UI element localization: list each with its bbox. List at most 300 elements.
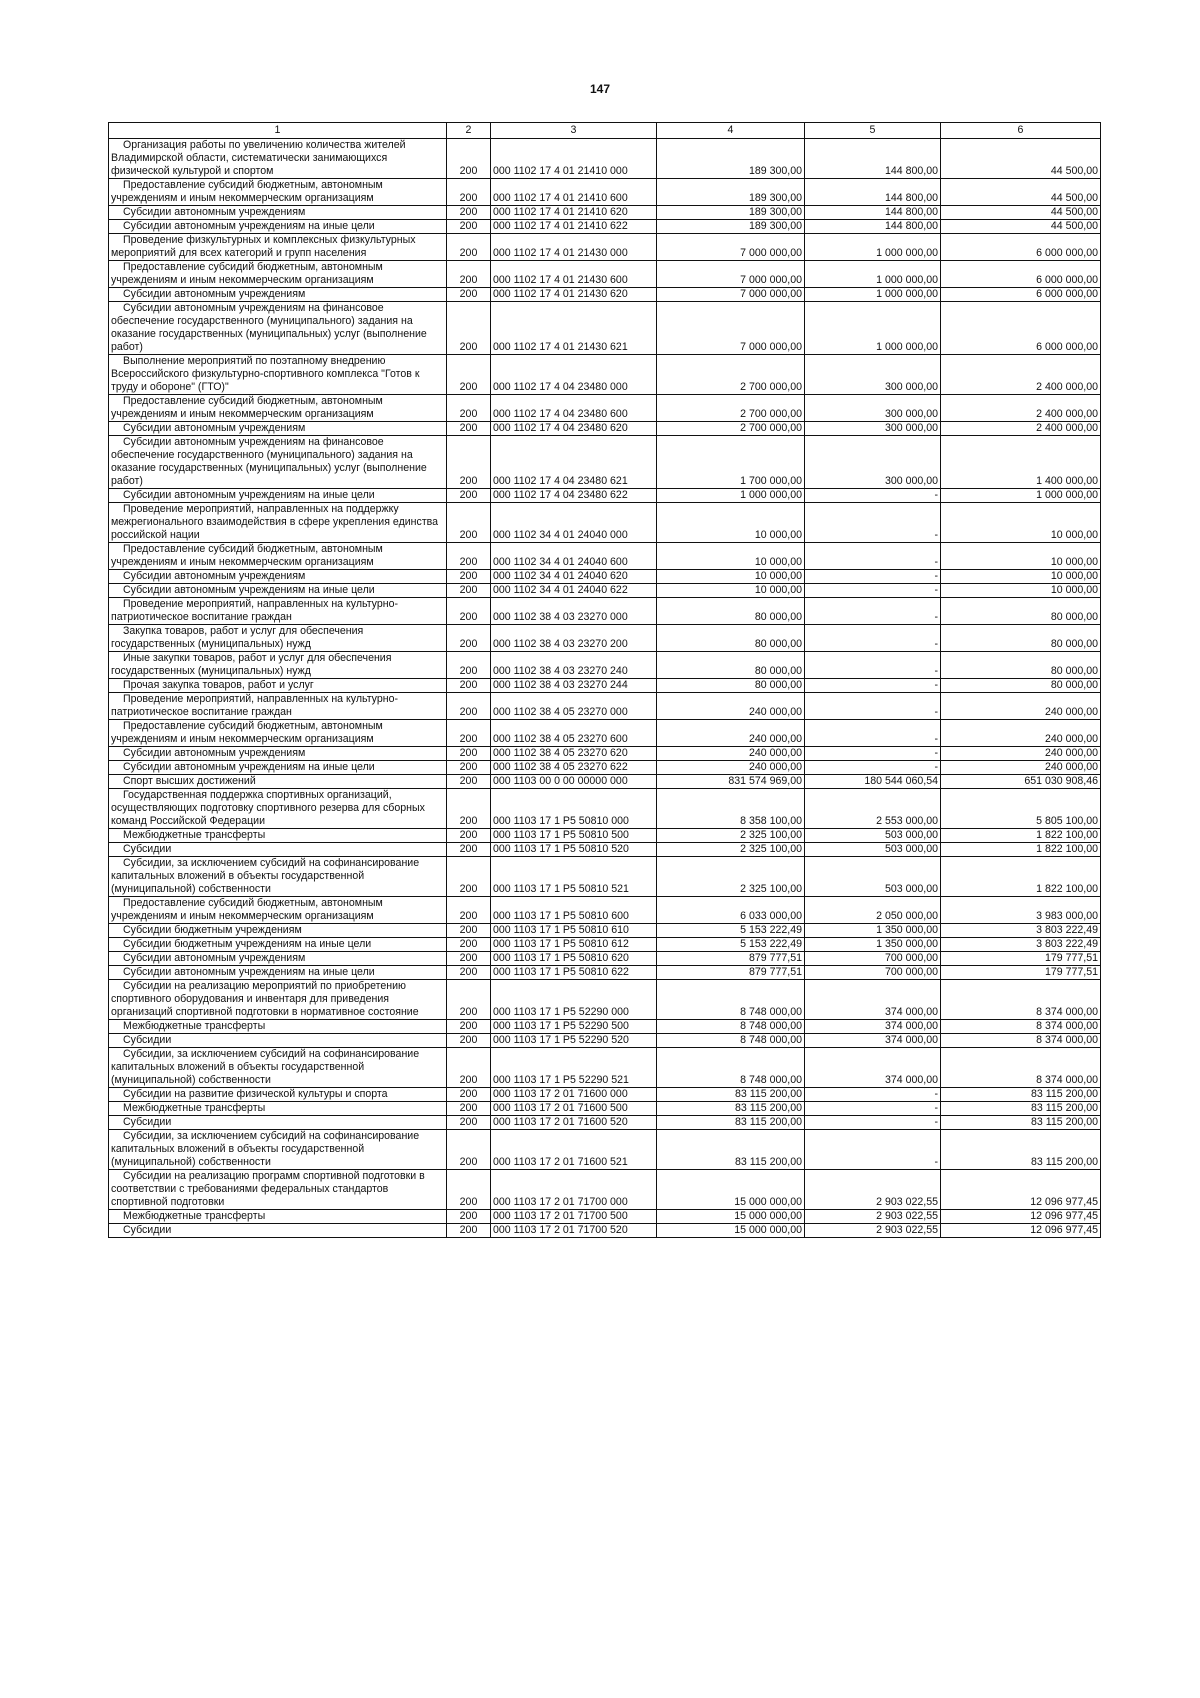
- row-name: Предоставление субсидий бюджетным, автономным учреждениям и иным некоммерческим организациям: [109, 179, 447, 206]
- row-budget-code: 000 1103 17 1 P5 50810 610: [491, 924, 657, 938]
- row-budget-code: 000 1102 34 4 01 24040 622: [491, 584, 657, 598]
- row-budget-code: 000 1103 17 1 P5 50810 600: [491, 897, 657, 924]
- row-code: 200: [447, 1130, 491, 1170]
- row-amount-total: 8 748 000,00: [657, 1020, 805, 1034]
- row-budget-code: 000 1102 34 4 01 24040 620: [491, 570, 657, 584]
- table-row: [109, 1102, 1101, 1116]
- row-amount-5: 1 000 000,00: [805, 261, 941, 288]
- row-amount-total: 8 748 000,00: [657, 1048, 805, 1088]
- row-name: Предоставление субсидий бюджетным, автономным учреждениям и иным некоммерческим организациям: [109, 395, 447, 422]
- row-code: 200: [447, 1088, 491, 1102]
- row-name: Субсидии автономным учреждениям на финансовое обеспечение государственного (муниципального) задания на оказание государственных (муниципальных) услуг (выполнение работ): [109, 436, 447, 489]
- row-amount-6: 3 803 222,49: [941, 924, 1101, 938]
- row-name: Субсидии на реализацию программ спортивной подготовки в соответствии с требованиями федеральных стандартов спортивной подготовки: [109, 1170, 447, 1210]
- row-budget-code: 000 1103 17 1 P5 50810 622: [491, 966, 657, 980]
- row-budget-code: 000 1102 38 4 03 23270 200: [491, 625, 657, 652]
- row-code: 200: [447, 302, 491, 355]
- row-amount-5: 1 350 000,00: [805, 938, 941, 952]
- row-amount-5: 144 800,00: [805, 179, 941, 206]
- row-amount-total: 5 153 222,49: [657, 924, 805, 938]
- row-name: Предоставление субсидий бюджетным, автономным учреждениям и иным некоммерческим организациям: [109, 261, 447, 288]
- row-code: 200: [447, 139, 491, 179]
- row-budget-code: 000 1102 17 4 01 21430 621: [491, 302, 657, 355]
- row-budget-code: 000 1102 17 4 04 23480 600: [491, 395, 657, 422]
- row-code: 200: [447, 1170, 491, 1210]
- row-budget-code: 000 1102 38 4 03 23270 240: [491, 652, 657, 679]
- table-row: [109, 938, 1101, 952]
- row-name: Субсидии бюджетным учреждениям на иные цели: [109, 938, 447, 952]
- row-name: Субсидии автономным учреждениям на иные цели: [109, 761, 447, 775]
- row-amount-5: 2 050 000,00: [805, 897, 941, 924]
- row-amount-total: 240 000,00: [657, 747, 805, 761]
- row-amount-total: 2 325 100,00: [657, 857, 805, 897]
- row-amount-5: -: [805, 693, 941, 720]
- row-budget-code: 000 1102 38 4 05 23270 000: [491, 693, 657, 720]
- row-amount-5: 300 000,00: [805, 395, 941, 422]
- row-amount-total: 15 000 000,00: [657, 1224, 805, 1238]
- row-amount-6: 12 096 977,45: [941, 1224, 1101, 1238]
- table-row: [109, 1048, 1101, 1088]
- table-row: [109, 747, 1101, 761]
- row-amount-6: 6 000 000,00: [941, 288, 1101, 302]
- row-amount-5: 144 800,00: [805, 206, 941, 220]
- row-budget-code: 000 1102 17 4 04 23480 000: [491, 355, 657, 395]
- row-budget-code: 000 1102 17 4 04 23480 620: [491, 422, 657, 436]
- row-amount-6: 8 374 000,00: [941, 980, 1101, 1020]
- row-amount-6: 6 000 000,00: [941, 234, 1101, 261]
- row-amount-total: 189 300,00: [657, 139, 805, 179]
- row-budget-code: 000 1103 17 1 P5 52290 521: [491, 1048, 657, 1088]
- table-row: [109, 261, 1101, 288]
- table-row: [109, 395, 1101, 422]
- page-number: 147: [589, 82, 611, 96]
- row-code: 200: [447, 1210, 491, 1224]
- row-name: Субсидии на реализацию мероприятий по приобретению спортивного оборудования и инвентаря для приведения организаций спортивной подготовки в нормативное состояние: [109, 980, 447, 1020]
- table-row: [109, 1224, 1101, 1238]
- row-name: Субсидии автономным учреждениям: [109, 422, 447, 436]
- row-amount-total: 10 000,00: [657, 543, 805, 570]
- row-amount-6: 240 000,00: [941, 720, 1101, 747]
- row-code: 200: [447, 570, 491, 584]
- budget-table: [108, 122, 1101, 1238]
- row-name: Прочая закупка товаров, работ и услуг: [109, 679, 447, 693]
- row-amount-total: 7 000 000,00: [657, 288, 805, 302]
- row-amount-total: 6 033 000,00: [657, 897, 805, 924]
- table-row: [109, 1034, 1101, 1048]
- column-header-4: 4: [657, 123, 805, 139]
- row-code: 200: [447, 652, 491, 679]
- row-amount-total: 83 115 200,00: [657, 1130, 805, 1170]
- row-amount-5: -: [805, 1102, 941, 1116]
- row-amount-6: 10 000,00: [941, 570, 1101, 584]
- table-row: [109, 179, 1101, 206]
- row-code: 200: [447, 395, 491, 422]
- row-amount-6: 179 777,51: [941, 966, 1101, 980]
- row-amount-total: 10 000,00: [657, 584, 805, 598]
- row-amount-6: 10 000,00: [941, 543, 1101, 570]
- row-name: Организация работы по увеличению количества жителей Владимирской области, систематически занимающихся физической культурой и спортом: [109, 139, 447, 179]
- row-amount-total: 80 000,00: [657, 679, 805, 693]
- row-amount-5: -: [805, 1116, 941, 1130]
- row-amount-total: 83 115 200,00: [657, 1088, 805, 1102]
- row-name: Иные закупки товаров, работ и услуг для обеспечения государственных (муниципальных) нужд: [109, 652, 447, 679]
- row-amount-total: 80 000,00: [657, 598, 805, 625]
- column-header-3: 3: [491, 123, 657, 139]
- row-amount-5: 180 544 060,54: [805, 775, 941, 789]
- table-row: [109, 652, 1101, 679]
- row-amount-total: 15 000 000,00: [657, 1170, 805, 1210]
- row-budget-code: 000 1103 17 1 P5 50810 000: [491, 789, 657, 829]
- table-row: [109, 288, 1101, 302]
- row-amount-6: 1 400 000,00: [941, 436, 1101, 489]
- row-name: Субсидии: [109, 1034, 447, 1048]
- row-amount-5: 374 000,00: [805, 980, 941, 1020]
- row-amount-total: 7 000 000,00: [657, 302, 805, 355]
- row-name: Субсидии бюджетным учреждениям: [109, 924, 447, 938]
- row-code: 200: [447, 775, 491, 789]
- table-row: [109, 570, 1101, 584]
- row-amount-6: 44 500,00: [941, 139, 1101, 179]
- row-budget-code: 000 1102 17 4 01 21430 620: [491, 288, 657, 302]
- column-header-2: 2: [447, 123, 491, 139]
- row-budget-code: 000 1103 17 1 P5 52290 520: [491, 1034, 657, 1048]
- row-name: Субсидии, за исключением субсидий на софинансирование капитальных вложений в объекты государственной (муниципальной) собственности: [109, 1130, 447, 1170]
- row-name: Межбюджетные трансферты: [109, 1020, 447, 1034]
- row-amount-5: -: [805, 1130, 941, 1170]
- row-amount-5: -: [805, 598, 941, 625]
- table-row: [109, 1210, 1101, 1224]
- table-row: [109, 789, 1101, 829]
- row-code: 200: [447, 789, 491, 829]
- row-amount-5: -: [805, 570, 941, 584]
- table-row: [109, 355, 1101, 395]
- row-budget-code: 000 1102 17 4 04 23480 622: [491, 489, 657, 503]
- row-budget-code: 000 1103 17 1 P5 50810 521: [491, 857, 657, 897]
- row-amount-total: 7 000 000,00: [657, 261, 805, 288]
- row-amount-6: 80 000,00: [941, 598, 1101, 625]
- row-code: 200: [447, 980, 491, 1020]
- row-budget-code: 000 1103 17 1 P5 50810 520: [491, 843, 657, 857]
- row-amount-total: 8 748 000,00: [657, 1034, 805, 1048]
- row-budget-code: 000 1102 17 4 01 21410 622: [491, 220, 657, 234]
- row-amount-6: 8 374 000,00: [941, 1020, 1101, 1034]
- row-code: 200: [447, 829, 491, 843]
- row-amount-5: 503 000,00: [805, 857, 941, 897]
- row-amount-5: -: [805, 503, 941, 543]
- row-amount-5: 503 000,00: [805, 829, 941, 843]
- row-name: Субсидии автономным учреждениям: [109, 570, 447, 584]
- row-code: 200: [447, 436, 491, 489]
- table-row: [109, 679, 1101, 693]
- row-amount-total: 7 000 000,00: [657, 234, 805, 261]
- row-code: 200: [447, 761, 491, 775]
- row-name: Проведение мероприятий, направленных на культурно-патриотическое воспитание граждан: [109, 693, 447, 720]
- row-amount-total: 831 574 969,00: [657, 775, 805, 789]
- row-amount-6: 3 803 222,49: [941, 938, 1101, 952]
- row-amount-total: 83 115 200,00: [657, 1116, 805, 1130]
- row-code: 200: [447, 220, 491, 234]
- row-amount-5: 1 000 000,00: [805, 234, 941, 261]
- row-amount-total: 879 777,51: [657, 952, 805, 966]
- row-code: 200: [447, 720, 491, 747]
- row-amount-6: 83 115 200,00: [941, 1088, 1101, 1102]
- row-amount-6: 10 000,00: [941, 503, 1101, 543]
- column-header-1: 1: [109, 123, 447, 139]
- row-code: 200: [447, 234, 491, 261]
- row-amount-total: 879 777,51: [657, 966, 805, 980]
- row-amount-total: 189 300,00: [657, 179, 805, 206]
- row-budget-code: 000 1102 34 4 01 24040 600: [491, 543, 657, 570]
- row-code: 200: [447, 952, 491, 966]
- table-row: [109, 139, 1101, 179]
- row-amount-6: 651 030 908,46: [941, 775, 1101, 789]
- row-budget-code: 000 1102 17 4 01 21410 620: [491, 206, 657, 220]
- row-amount-5: 2 903 022,55: [805, 1224, 941, 1238]
- table-row: [109, 598, 1101, 625]
- row-amount-total: 2 325 100,00: [657, 829, 805, 843]
- row-budget-code: 000 1103 17 2 01 71600 000: [491, 1088, 657, 1102]
- row-budget-code: 000 1102 17 4 04 23480 621: [491, 436, 657, 489]
- row-code: 200: [447, 179, 491, 206]
- row-amount-total: 2 325 100,00: [657, 843, 805, 857]
- row-amount-5: 144 800,00: [805, 220, 941, 234]
- row-name: Субсидии, за исключением субсидий на софинансирование капитальных вложений в объекты государственной (муниципальной) собственности: [109, 857, 447, 897]
- row-code: 200: [447, 489, 491, 503]
- row-code: 200: [447, 843, 491, 857]
- row-amount-5: 700 000,00: [805, 952, 941, 966]
- row-budget-code: 000 1103 17 2 01 71700 000: [491, 1170, 657, 1210]
- table-row: [109, 543, 1101, 570]
- row-budget-code: 000 1102 17 4 01 21410 000: [491, 139, 657, 179]
- row-amount-total: 80 000,00: [657, 652, 805, 679]
- row-amount-6: 1 000 000,00: [941, 489, 1101, 503]
- table-row: [109, 422, 1101, 436]
- row-amount-6: 240 000,00: [941, 747, 1101, 761]
- row-budget-code: 000 1103 17 2 01 71600 521: [491, 1130, 657, 1170]
- row-amount-6: 80 000,00: [941, 679, 1101, 693]
- table-row: [109, 775, 1101, 789]
- row-amount-6: 10 000,00: [941, 584, 1101, 598]
- row-amount-5: -: [805, 543, 941, 570]
- row-budget-code: 000 1103 00 0 00 00000 000: [491, 775, 657, 789]
- row-budget-code: 000 1102 38 4 05 23270 622: [491, 761, 657, 775]
- row-code: 200: [447, 1102, 491, 1116]
- table-row: [109, 980, 1101, 1020]
- row-budget-code: 000 1103 17 2 01 71600 500: [491, 1102, 657, 1116]
- row-name: Субсидии автономным учреждениям на иные цели: [109, 966, 447, 980]
- row-amount-6: 179 777,51: [941, 952, 1101, 966]
- row-amount-6: 8 374 000,00: [941, 1034, 1101, 1048]
- row-budget-code: 000 1103 17 1 P5 50810 500: [491, 829, 657, 843]
- row-name: Проведение мероприятий, направленных на поддержку межрегионального взаимодействия в сфере укрепления единства российской нации: [109, 503, 447, 543]
- row-code: 200: [447, 206, 491, 220]
- row-name: Субсидии автономным учреждениям на иные цели: [109, 584, 447, 598]
- row-name: Субсидии: [109, 1116, 447, 1130]
- table-row: [109, 1020, 1101, 1034]
- row-amount-total: 10 000,00: [657, 503, 805, 543]
- row-budget-code: 000 1102 17 4 01 21430 600: [491, 261, 657, 288]
- row-name: Субсидии: [109, 1224, 447, 1238]
- row-amount-total: 8 358 100,00: [657, 789, 805, 829]
- row-amount-5: 1 350 000,00: [805, 924, 941, 938]
- row-amount-total: 1 700 000,00: [657, 436, 805, 489]
- table-row: [109, 857, 1101, 897]
- row-budget-code: 000 1103 17 2 01 71700 520: [491, 1224, 657, 1238]
- table-row: [109, 1170, 1101, 1210]
- row-name: Субсидии автономным учреждениям на финансовое обеспечение государственного (муниципального) задания на оказание государственных (муниципальных) услуг (выполнение работ): [109, 302, 447, 355]
- row-code: 200: [447, 625, 491, 652]
- row-amount-total: 240 000,00: [657, 761, 805, 775]
- row-amount-5: 1 000 000,00: [805, 302, 941, 355]
- row-amount-5: 2 903 022,55: [805, 1210, 941, 1224]
- row-name: Субсидии, за исключением субсидий на софинансирование капитальных вложений в объекты государственной (муниципальной) собственности: [109, 1048, 447, 1088]
- row-name: Субсидии: [109, 843, 447, 857]
- row-amount-5: 300 000,00: [805, 436, 941, 489]
- table-row: [109, 693, 1101, 720]
- row-budget-code: 000 1103 17 1 P5 52290 500: [491, 1020, 657, 1034]
- row-amount-6: 1 822 100,00: [941, 857, 1101, 897]
- row-amount-6: 6 000 000,00: [941, 261, 1101, 288]
- row-budget-code: 000 1102 17 4 01 21430 000: [491, 234, 657, 261]
- row-budget-code: 000 1102 38 4 03 23270 000: [491, 598, 657, 625]
- row-budget-code: 000 1102 38 4 05 23270 600: [491, 720, 657, 747]
- row-code: 200: [447, 897, 491, 924]
- column-header-6: 6: [941, 123, 1101, 139]
- table-row: [109, 1088, 1101, 1102]
- row-amount-6: 44 500,00: [941, 206, 1101, 220]
- row-name: Межбюджетные трансферты: [109, 829, 447, 843]
- row-name: Закупка товаров, работ и услуг для обеспечения государственных (муниципальных) нужд: [109, 625, 447, 652]
- row-amount-6: 2 400 000,00: [941, 395, 1101, 422]
- table-row: [109, 503, 1101, 543]
- row-budget-code: 000 1103 17 1 P5 52290 000: [491, 980, 657, 1020]
- row-code: 200: [447, 261, 491, 288]
- row-amount-5: -: [805, 625, 941, 652]
- table-row: [109, 489, 1101, 503]
- row-amount-6: 80 000,00: [941, 652, 1101, 679]
- row-code: 200: [447, 503, 491, 543]
- row-amount-6: 2 400 000,00: [941, 422, 1101, 436]
- row-budget-code: 000 1103 17 1 P5 50810 620: [491, 952, 657, 966]
- row-amount-6: 12 096 977,45: [941, 1210, 1101, 1224]
- row-amount-5: 300 000,00: [805, 422, 941, 436]
- row-code: 200: [447, 679, 491, 693]
- row-name: Государственная поддержка спортивных организаций, осуществляющих подготовку спортивного резерва для сборных команд Российской Федерации: [109, 789, 447, 829]
- row-amount-6: 83 115 200,00: [941, 1130, 1101, 1170]
- row-name: Спорт высших достижений: [109, 775, 447, 789]
- row-amount-6: 6 000 000,00: [941, 302, 1101, 355]
- row-amount-5: 374 000,00: [805, 1034, 941, 1048]
- row-amount-6: 80 000,00: [941, 625, 1101, 652]
- table-row: [109, 584, 1101, 598]
- row-code: 200: [447, 1048, 491, 1088]
- row-name: Субсидии автономным учреждениям на иные цели: [109, 489, 447, 503]
- row-amount-5: 700 000,00: [805, 966, 941, 980]
- table-row: [109, 720, 1101, 747]
- row-amount-5: -: [805, 584, 941, 598]
- table-row: [109, 436, 1101, 489]
- row-code: 200: [447, 584, 491, 598]
- row-amount-total: 8 748 000,00: [657, 980, 805, 1020]
- row-amount-total: 80 000,00: [657, 625, 805, 652]
- row-budget-code: 000 1103 17 2 01 71600 520: [491, 1116, 657, 1130]
- row-budget-code: 000 1102 38 4 05 23270 620: [491, 747, 657, 761]
- row-code: 200: [447, 355, 491, 395]
- row-amount-5: 2 903 022,55: [805, 1170, 941, 1210]
- row-budget-code: 000 1102 17 4 01 21410 600: [491, 179, 657, 206]
- row-amount-5: -: [805, 720, 941, 747]
- row-amount-5: -: [805, 679, 941, 693]
- table-row: [109, 966, 1101, 980]
- row-name: Субсидии автономным учреждениям: [109, 206, 447, 220]
- row-name: Предоставление субсидий бюджетным, автономным учреждениям и иным некоммерческим организациям: [109, 720, 447, 747]
- row-code: 200: [447, 1116, 491, 1130]
- table-row: [109, 761, 1101, 775]
- row-name: Субсидии автономным учреждениям: [109, 747, 447, 761]
- row-amount-6: 83 115 200,00: [941, 1102, 1101, 1116]
- row-code: 200: [447, 1224, 491, 1238]
- table-row: [109, 829, 1101, 843]
- row-amount-5: 300 000,00: [805, 355, 941, 395]
- table-row: [109, 302, 1101, 355]
- table-row: [109, 206, 1101, 220]
- row-amount-6: 8 374 000,00: [941, 1048, 1101, 1088]
- row-amount-total: 240 000,00: [657, 693, 805, 720]
- row-name: Проведение мероприятий, направленных на культурно-патриотическое воспитание граждан: [109, 598, 447, 625]
- row-amount-5: 2 553 000,00: [805, 789, 941, 829]
- row-code: 200: [447, 1034, 491, 1048]
- row-amount-6: 240 000,00: [941, 761, 1101, 775]
- row-name: Проведение физкультурных и комплексных физкультурных мероприятий для всех категорий и групп населения: [109, 234, 447, 261]
- row-budget-code: 000 1103 17 1 P5 50810 612: [491, 938, 657, 952]
- table-row: [109, 924, 1101, 938]
- row-amount-total: 189 300,00: [657, 220, 805, 234]
- row-amount-5: 374 000,00: [805, 1048, 941, 1088]
- header-row: [109, 123, 1101, 139]
- column-header-5: 5: [805, 123, 941, 139]
- row-code: 200: [447, 938, 491, 952]
- table-row: [109, 1130, 1101, 1170]
- table-header: [109, 123, 1101, 139]
- row-amount-total: 2 700 000,00: [657, 422, 805, 436]
- row-budget-code: 000 1103 17 2 01 71700 500: [491, 1210, 657, 1224]
- row-amount-6: 5 805 100,00: [941, 789, 1101, 829]
- row-name: Субсидии автономным учреждениям: [109, 288, 447, 302]
- row-budget-code: 000 1102 38 4 03 23270 244: [491, 679, 657, 693]
- row-code: 200: [447, 693, 491, 720]
- row-name: Межбюджетные трансферты: [109, 1210, 447, 1224]
- table-row: [109, 843, 1101, 857]
- row-amount-total: 189 300,00: [657, 206, 805, 220]
- row-amount-total: 5 153 222,49: [657, 938, 805, 952]
- row-amount-6: 240 000,00: [941, 693, 1101, 720]
- row-amount-6: 3 983 000,00: [941, 897, 1101, 924]
- row-name: Выполнение мероприятий по поэтапному внедрению Всероссийского физкультурно-спортивного комплекса "Готов к труду и обороне" (ГТО)": [109, 355, 447, 395]
- row-code: 200: [447, 924, 491, 938]
- row-code: 200: [447, 747, 491, 761]
- row-amount-6: 12 096 977,45: [941, 1170, 1101, 1210]
- row-amount-total: 2 700 000,00: [657, 355, 805, 395]
- table-row: [109, 1116, 1101, 1130]
- row-amount-total: 240 000,00: [657, 720, 805, 747]
- row-name: Предоставление субсидий бюджетным, автономным учреждениям и иным некоммерческим организациям: [109, 543, 447, 570]
- row-name: Субсидии автономным учреждениям: [109, 952, 447, 966]
- row-amount-5: -: [805, 489, 941, 503]
- row-amount-5: -: [805, 747, 941, 761]
- row-amount-total: 15 000 000,00: [657, 1210, 805, 1224]
- row-amount-6: 1 822 100,00: [941, 843, 1101, 857]
- row-code: 200: [447, 1020, 491, 1034]
